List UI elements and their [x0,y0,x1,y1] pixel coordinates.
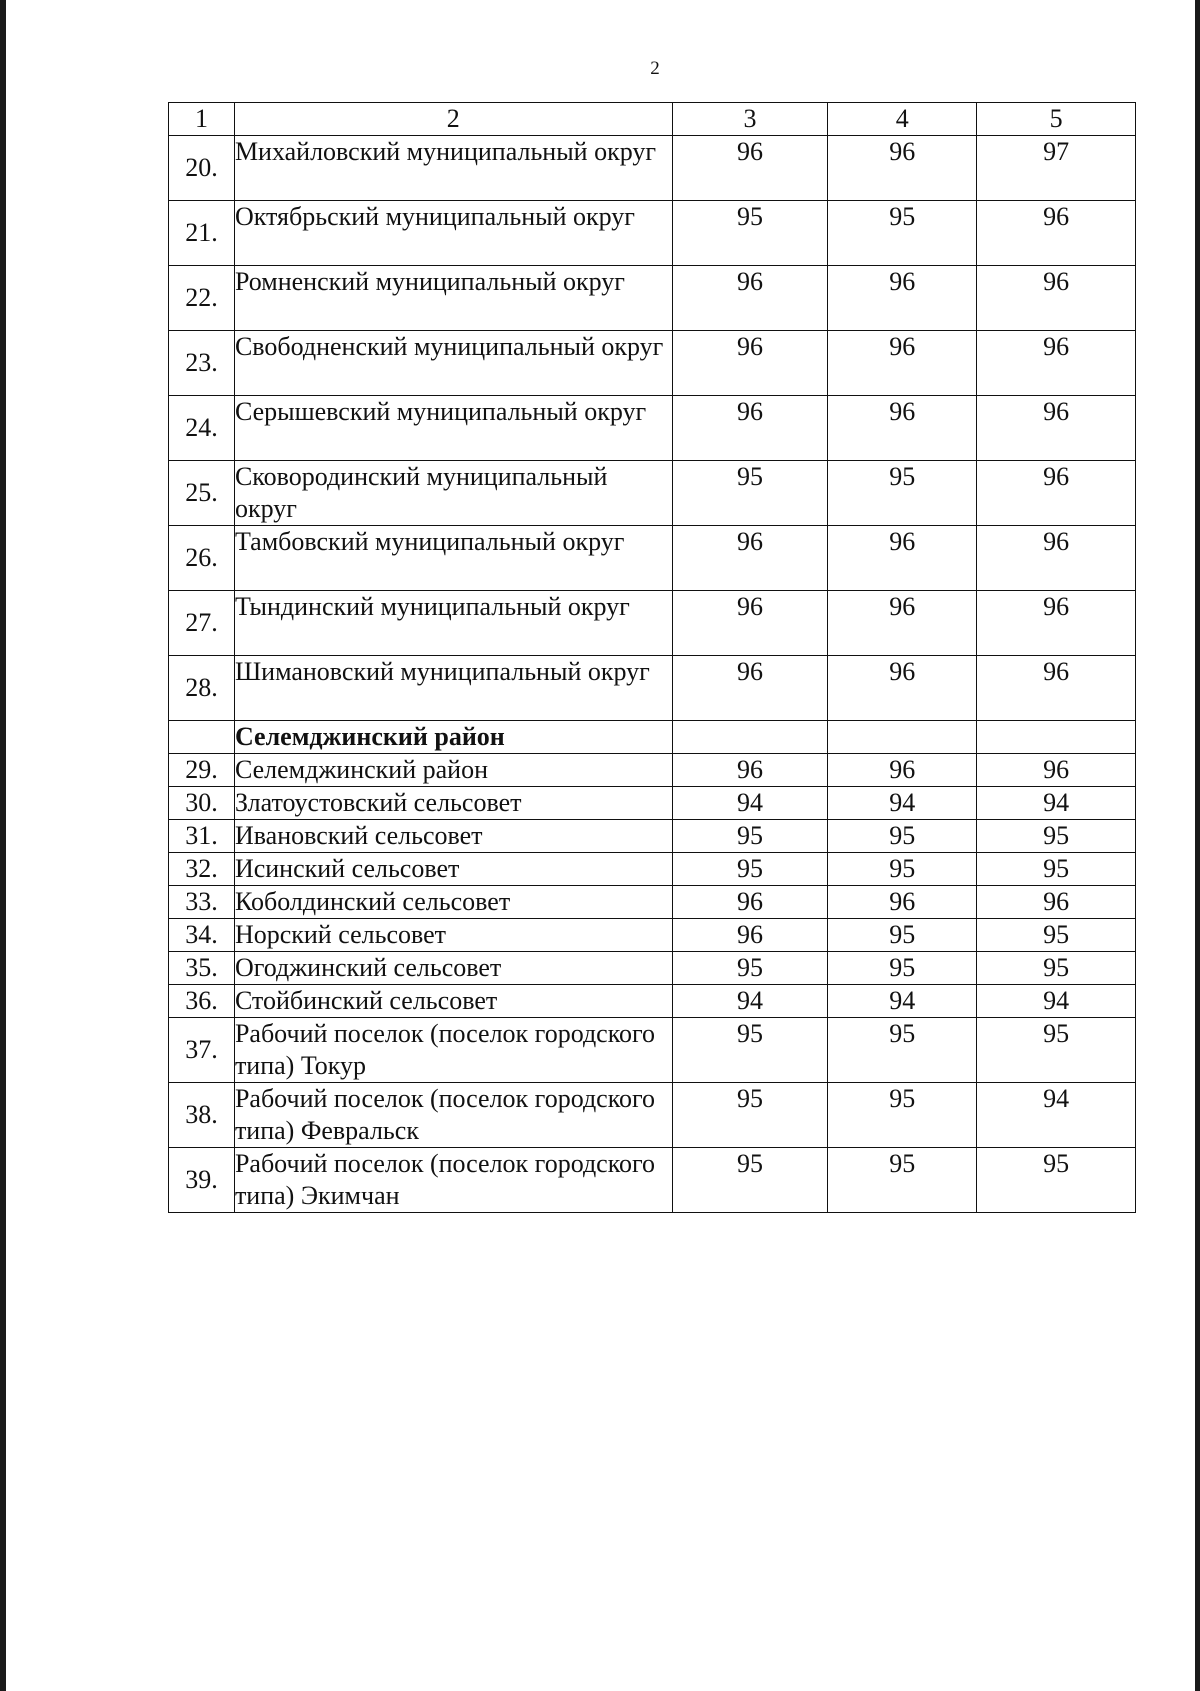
row-value-col5: 96 [977,331,1136,396]
row-value-col5: 94 [977,985,1136,1018]
row-name: Тындинский муниципальный округ [234,591,672,656]
row-number: 30. [169,787,235,820]
section-empty-cell [828,721,977,754]
table-row [169,754,1136,787]
row-value-col4: 95 [828,952,977,985]
row-number: 24. [169,396,235,461]
row-value-col5: 97 [977,136,1136,201]
row-number: 36. [169,985,235,1018]
row-name: Тамбовский муниципальный округ [234,526,672,591]
table-row [169,331,1136,396]
row-value-col4: 95 [828,820,977,853]
table-row [169,266,1136,331]
row-value-col5: 95 [977,820,1136,853]
table-row [169,919,1136,952]
row-value-col4: 95 [828,919,977,952]
header-col-1: 1 [169,103,235,136]
row-name: Коболдинский сельсовет [234,886,672,919]
section-number-cell [169,721,235,754]
row-value-col3: 95 [672,461,828,526]
row-number: 33. [169,886,235,919]
row-value-col5: 95 [977,853,1136,886]
row-name: Рабочий поселок (поселок городского типа) Февральск [234,1083,672,1148]
row-number: 34. [169,919,235,952]
row-number: 20. [169,136,235,201]
row-number: 29. [169,754,235,787]
row-value-col4: 96 [828,886,977,919]
row-value-col4: 95 [828,1148,977,1213]
row-value-col5: 96 [977,754,1136,787]
table-row [169,396,1136,461]
row-name: Огоджинский сельсовет [234,952,672,985]
row-value-col3: 95 [672,820,828,853]
table-row [169,656,1136,721]
row-name: Исинский сельсовет [234,853,672,886]
row-name: Октябрьский муниципальный округ [234,201,672,266]
row-number: 21. [169,201,235,266]
row-value-col3: 95 [672,201,828,266]
row-value-col4: 96 [828,136,977,201]
row-value-col5: 96 [977,201,1136,266]
row-number: 23. [169,331,235,396]
row-value-col4: 95 [828,853,977,886]
row-name: Стойбинский сельсовет [234,985,672,1018]
row-name: Златоустовский сельсовет [234,787,672,820]
row-value-col3: 96 [672,331,828,396]
row-number: 37. [169,1018,235,1083]
table-row [169,952,1136,985]
scan-edge-right [1195,0,1200,1691]
row-value-col5: 96 [977,396,1136,461]
row-number: 32. [169,853,235,886]
row-value-col4: 96 [828,266,977,331]
row-value-col3: 96 [672,136,828,201]
table-row [169,461,1136,526]
header-row [169,103,1136,136]
header-col-5: 5 [977,103,1136,136]
header-col-2: 2 [234,103,672,136]
row-value-col3: 96 [672,526,828,591]
row-value-col4: 96 [828,656,977,721]
table-header [169,103,1136,136]
row-value-col3: 96 [672,886,828,919]
row-value-col5: 96 [977,526,1136,591]
row-value-col3: 96 [672,656,828,721]
row-value-col5: 96 [977,461,1136,526]
row-name: Норский сельсовет [234,919,672,952]
row-name: Свободненский муниципальный округ [234,331,672,396]
row-value-col5: 96 [977,656,1136,721]
header-col-4: 4 [828,103,977,136]
row-name: Рабочий поселок (поселок городского типа) Экимчан [234,1148,672,1213]
row-value-col4: 94 [828,787,977,820]
data-table [168,102,1136,1213]
row-value-col4: 96 [828,331,977,396]
row-name: Серышевский муниципальный округ [234,396,672,461]
row-value-col5: 95 [977,952,1136,985]
section-empty-cell [672,721,828,754]
row-value-col3: 95 [672,1018,828,1083]
row-number: 26. [169,526,235,591]
row-value-col4: 95 [828,1018,977,1083]
row-value-col4: 94 [828,985,977,1018]
row-value-col3: 95 [672,1148,828,1213]
table-row [169,820,1136,853]
row-value-col3: 96 [672,754,828,787]
row-value-col4: 96 [828,396,977,461]
row-value-col3: 96 [672,919,828,952]
row-number: 31. [169,820,235,853]
header-col-3: 3 [672,103,828,136]
row-number: 35. [169,952,235,985]
row-value-col3: 94 [672,787,828,820]
table-row [169,1018,1136,1083]
table-row [169,853,1136,886]
scan-edge-left [0,0,6,1691]
row-value-col3: 95 [672,853,828,886]
row-value-col3: 95 [672,952,828,985]
row-number: 22. [169,266,235,331]
row-value-col4: 96 [828,526,977,591]
section-header-row [169,721,1136,754]
table-row [169,985,1136,1018]
row-name: Сковородинский муниципальный округ [234,461,672,526]
row-name: Селемджинский район [234,754,672,787]
table-row [169,201,1136,266]
row-value-col3: 94 [672,985,828,1018]
table-body [169,136,1136,1213]
row-value-col3: 95 [672,1083,828,1148]
section-empty-cell [977,721,1136,754]
row-name: Рабочий поселок (поселок городского типа) Токур [234,1018,672,1083]
row-value-col4: 95 [828,201,977,266]
row-value-col3: 96 [672,396,828,461]
row-value-col3: 96 [672,591,828,656]
row-value-col5: 95 [977,1148,1136,1213]
table-row [169,886,1136,919]
row-value-col4: 96 [828,591,977,656]
row-name: Шимановский муниципальный округ [234,656,672,721]
row-value-col5: 95 [977,919,1136,952]
row-number: 27. [169,591,235,656]
row-value-col5: 95 [977,1018,1136,1083]
row-value-col5: 96 [977,591,1136,656]
table-row [169,787,1136,820]
row-value-col4: 96 [828,754,977,787]
row-number: 39. [169,1148,235,1213]
table-row [169,136,1136,201]
table-row [169,1148,1136,1213]
row-value-col5: 96 [977,266,1136,331]
row-name: Ромненский муниципальный округ [234,266,672,331]
row-value-col5: 94 [977,787,1136,820]
row-name: Михайловский муниципальный округ [234,136,672,201]
row-value-col4: 95 [828,461,977,526]
table-row [169,526,1136,591]
page-number: 2 [650,58,660,79]
table-row [169,591,1136,656]
row-value-col5: 96 [977,886,1136,919]
row-number: 28. [169,656,235,721]
table-row [169,1083,1136,1148]
row-value-col3: 96 [672,266,828,331]
row-number: 25. [169,461,235,526]
row-number: 38. [169,1083,235,1148]
row-name: Ивановский сельсовет [234,820,672,853]
section-title: Селемджинский район [234,721,672,754]
row-value-col5: 94 [977,1083,1136,1148]
row-value-col4: 95 [828,1083,977,1148]
